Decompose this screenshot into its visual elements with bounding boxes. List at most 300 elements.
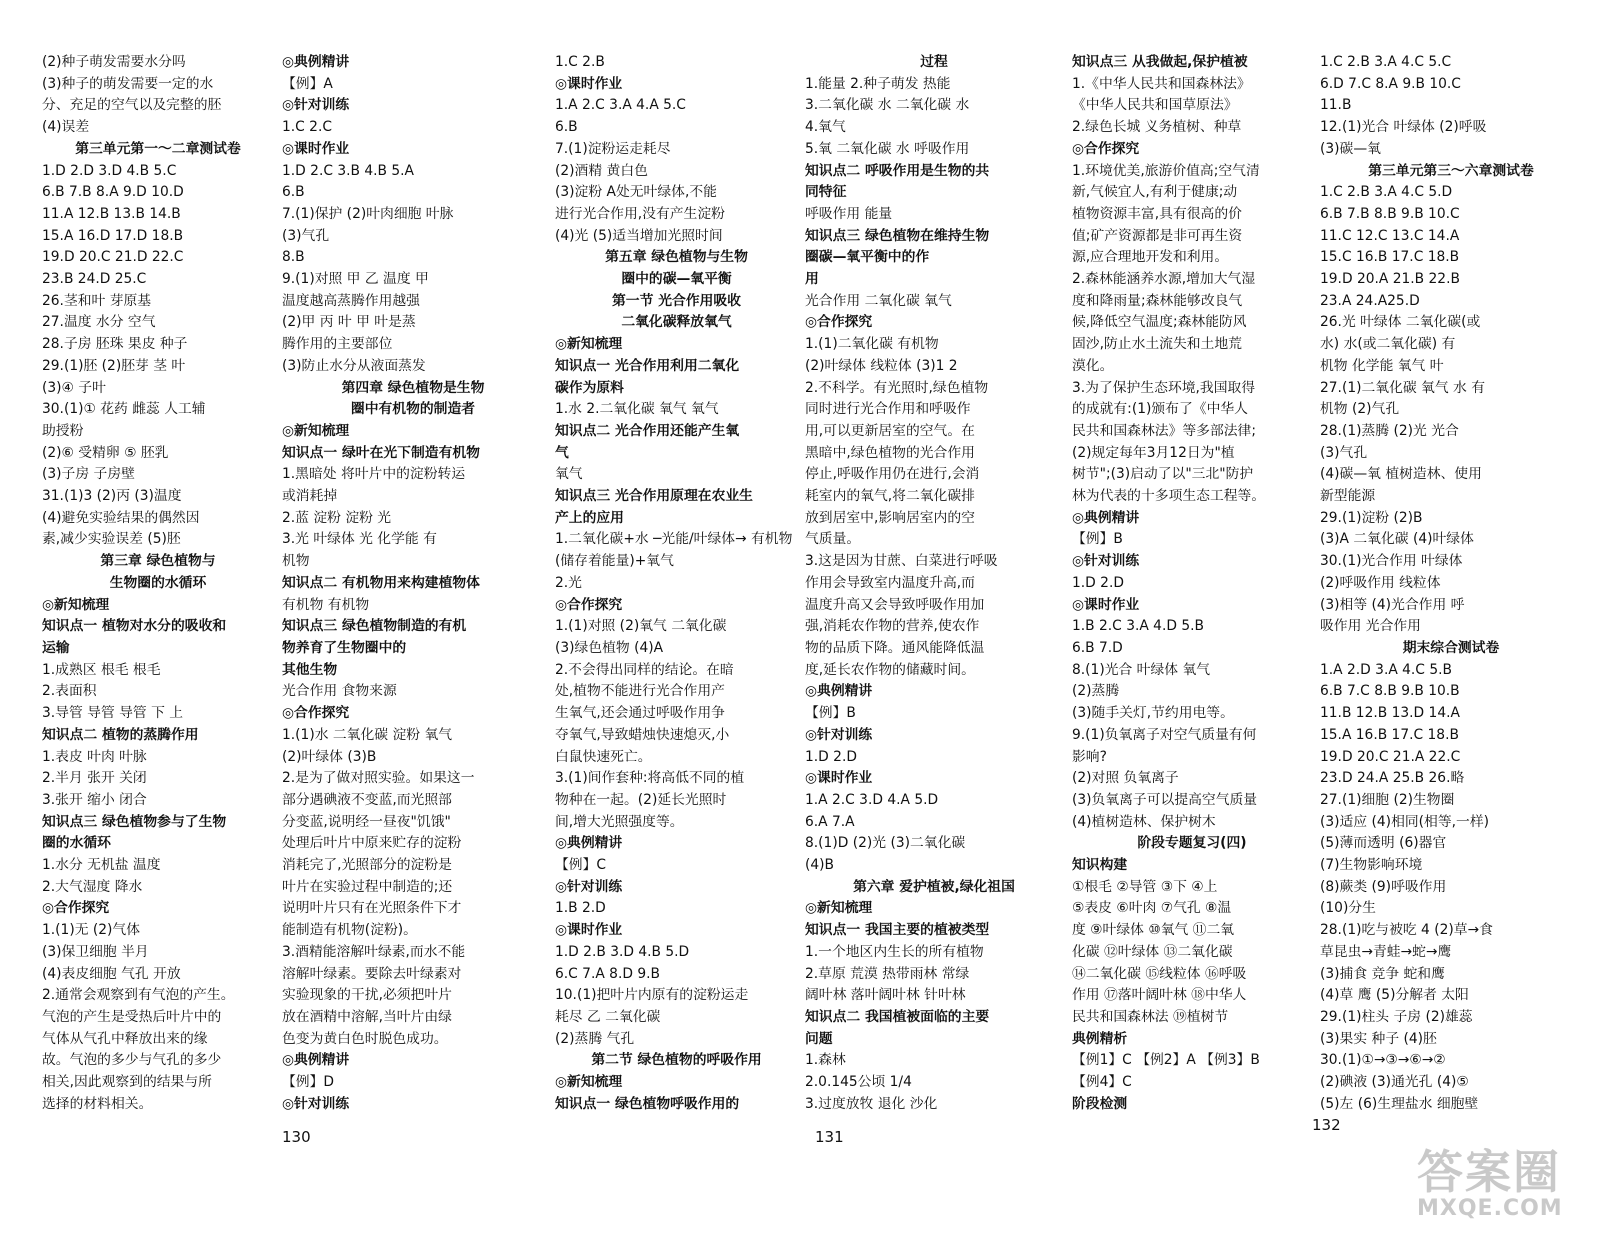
answer-line: 机物 xyxy=(282,553,310,570)
section-label: ◎针对训练 xyxy=(555,878,623,895)
knowledge-point: 用 xyxy=(805,271,819,288)
answer-line: 10.(1)把叶片内原有的淀粉运走 xyxy=(555,987,749,1004)
answer-line: 1.C 2.B 3.A 4.C 5.D xyxy=(1320,184,1453,201)
answer-line: (7)生物影响环境 xyxy=(1320,857,1423,874)
watermark-logo xyxy=(1417,1147,1582,1225)
section-label: ◎针对训练 xyxy=(282,1095,350,1112)
answer-line: 1.A 2.D 3.A 4.C 5.B xyxy=(1320,661,1452,678)
answer-line: 1.C 2.C xyxy=(282,119,332,136)
answer-line: 相关,因此观察到的结果与所 xyxy=(42,1074,212,1091)
answer-line: (2)蒸腾 气孔 xyxy=(555,1030,635,1047)
knowledge-point: 知识点三 绿色植物制造的有机 xyxy=(282,618,467,635)
answer-line: (4)草 鹰 (5)分解者 太阳 xyxy=(1320,987,1469,1004)
page-column xyxy=(42,52,274,1115)
knowledge-point: 物养育了生物圈中的 xyxy=(282,639,407,656)
answer-line: 1.森林 xyxy=(805,1052,846,1069)
section-label: ◎针对训练 xyxy=(805,726,873,743)
answer-line: 15.A 16.D 17.D 18.B xyxy=(42,227,184,244)
answer-line: 9.(1)对照 甲 乙 温度 甲 xyxy=(282,271,429,288)
answer-line: (10)分生 xyxy=(1320,900,1376,917)
answer-line: 分变蓝,说明经一昼夜"饥饿" xyxy=(282,813,451,830)
answer-line: 2.半月 张开 关闭 xyxy=(42,770,147,787)
knowledge-point: 同特征 xyxy=(805,184,847,201)
answer-line: 1.(1)无 (2)气体 xyxy=(42,922,141,939)
answer-line: 耗室内的氧气,将二氧化碳排 xyxy=(805,488,975,505)
chapter-heading: 阶段专题复习(四) xyxy=(1137,835,1247,852)
answer-line: (3)果实 种子 (4)胚 xyxy=(1320,1030,1437,1047)
answer-line: (2)对照 负氧离子 xyxy=(1072,770,1179,787)
answer-line: 6.B 7.B 8.A 9.D 10.D xyxy=(42,184,184,201)
section-label: ◎典例精讲 xyxy=(1072,509,1140,526)
answer-line: 2.绿色长城 义务植树、种草 xyxy=(1072,119,1242,136)
knowledge-point: 知识点二 我国植被面临的主要 xyxy=(805,1008,990,1025)
page-column xyxy=(1072,52,1312,1115)
answer-line: 草昆虫→青蛙→蛇→鹰 xyxy=(1320,943,1452,960)
answer-line: (2)叶绿体 线粒体 (3)1 2 xyxy=(805,357,958,374)
section-label: ◎课时作业 xyxy=(555,75,623,92)
answer-line: 1.C 2.B xyxy=(555,54,605,70)
answer-line: 2.不会得出同样的结论。在暗 xyxy=(555,661,734,678)
answer-line: 强,消耗农作物的营养,使农作 xyxy=(805,618,980,635)
answer-line: 叶片在实验过程中制造的;还 xyxy=(282,878,453,895)
answer-line: 3.光 叶绿体 光 化学能 有 xyxy=(282,531,437,548)
knowledge-point: 知识点三 光合作用原理在农业生 xyxy=(555,488,753,505)
answer-line: 素,减少实验误差 (5)胚 xyxy=(42,531,181,548)
knowledge-point: 知识点一 植物对水分的吸收和 xyxy=(42,618,227,635)
answer-line: 夺氧气,导致蜡烛快速熄灭,小 xyxy=(555,726,730,743)
section-label: ◎针对训练 xyxy=(1072,553,1140,570)
answer-line: (3)④ 子叶 xyxy=(42,379,106,396)
answer-line: (5)左 (6)生理盐水 细胞壁 xyxy=(1320,1095,1479,1112)
answer-line: 1.《中华人民共和国森林法》 xyxy=(1072,75,1251,92)
answer-line: (2)规定每年3月12日为"植 xyxy=(1072,444,1235,461)
answer-line: 2.0.145公顷 1/4 xyxy=(805,1074,912,1091)
knowledge-point: 知识点二 植物的蒸腾作用 xyxy=(42,726,199,743)
answer-line: 树节";(3)启动了以"三北"防护 xyxy=(1072,466,1254,483)
answer-line: (2)蒸腾 xyxy=(1072,683,1120,700)
knowledge-point: 其他生物 xyxy=(282,661,338,678)
answer-line: (2)呼吸作用 线粒体 xyxy=(1320,574,1441,591)
answer-line: 有机物 有机物 xyxy=(282,596,370,613)
answer-line: 1.环境优美,旅游价值高;空气清 xyxy=(1072,162,1260,179)
answer-line: 27.(1)二氧化碳 氧气 水 有 xyxy=(1320,379,1486,396)
answer-line: 1.黑暗处 将叶片中的淀粉转运 xyxy=(282,466,466,483)
answer-line: (3)气孔 xyxy=(282,227,330,244)
answer-line: 1.A 2.C 3.D 4.A 5.D xyxy=(805,791,939,808)
answer-line: 15.C 16.B 17.C 18.B xyxy=(1320,249,1460,266)
chapter-heading: 第一节 光合作用吸收 xyxy=(612,292,741,309)
answer-line: 1.成熟区 根毛 根毛 xyxy=(42,661,161,678)
knowledge-point: 知识点三 绿色植物参与了生物 xyxy=(42,813,227,830)
answer-line: 15.A 16.B 17.C 18.B xyxy=(1320,726,1459,743)
answer-line: 3.这是因为甘蔗、白菜进行呼吸 xyxy=(805,553,998,570)
answer-line: 1.水分 无机盐 温度 xyxy=(42,857,161,874)
chapter-heading: 圈中的碳—氧平衡 xyxy=(621,271,732,288)
answer-line: 26.光 叶绿体 二氧化碳(或 xyxy=(1320,314,1481,331)
answer-line: 溶解叶绿素。要除去叶绿素对 xyxy=(282,965,462,982)
answer-line: 处理后叶片中原来贮存的淀粉 xyxy=(282,835,462,852)
answer-line: 白鼠快速死亡。 xyxy=(555,748,652,765)
answer-line: 3.过度放牧 退化 沙化 xyxy=(805,1095,938,1112)
answer-line: (4)误差 xyxy=(42,119,90,136)
answer-line: 19.D 20.A 21.B 22.B xyxy=(1320,271,1460,288)
answer-line: 【例1】C 【例2】A 【例3】B xyxy=(1072,1052,1260,1069)
answer-line: 1.B 2.C 3.A 4.D 5.B xyxy=(1072,618,1204,635)
page-number: 131 xyxy=(815,1128,844,1146)
answer-line: 实验现象的干扰,必须把叶片 xyxy=(282,987,452,1004)
answer-line: 28.子房 胚珠 果皮 种子 xyxy=(42,336,188,353)
knowledge-point: 知识点二 有机物用来构建植物体 xyxy=(282,574,480,591)
answer-line: 民共和国森林法》等多部法律; xyxy=(1072,422,1257,439)
answer-line: 呼吸作用 能量 xyxy=(805,205,893,222)
answer-line: 影响? xyxy=(1072,748,1107,765)
answer-line: 7.(1)保护 (2)叶肉细胞 叶脉 xyxy=(282,205,454,222)
answer-line: 5.氧 二氧化碳 水 呼吸作用 xyxy=(805,140,970,157)
answer-line: 【例4】C xyxy=(1072,1074,1132,1091)
answer-line: 处,植物不能进行光合作用产 xyxy=(555,683,725,700)
answer-line: (2)酒精 黄白色 xyxy=(555,162,648,179)
answer-line: 31.(1)3 (2)丙 (3)温度 xyxy=(42,488,182,505)
section-label: ◎课时作业 xyxy=(555,922,623,939)
knowledge-point: 知识点二 呼吸作用是生物的共 xyxy=(805,162,990,179)
answer-line: 1.表皮 叶肉 叶脉 xyxy=(42,748,147,765)
answer-line: 【例】D xyxy=(282,1074,335,1091)
answer-line: 值;矿产资源都是非可再生资 xyxy=(1072,227,1243,244)
answer-line: 【例】B xyxy=(1072,531,1123,548)
page-number: 130 xyxy=(282,1128,311,1146)
answer-line: 气泡的产生是受热后叶片中的 xyxy=(42,1008,222,1025)
answer-line: 6.B 7.C 8.B 9.B 10.B xyxy=(1320,683,1460,700)
answer-line: (2)叶绿体 (3)B xyxy=(282,748,377,765)
section-label: 典例精析 xyxy=(1072,1030,1128,1047)
answer-line: 说明叶片只有在光照条件下才 xyxy=(282,900,462,917)
section-label: ◎典例精讲 xyxy=(282,54,350,70)
section-label: ◎典例精讲 xyxy=(282,1052,350,1069)
answer-line: 2.大气湿度 降水 xyxy=(42,878,143,895)
answer-line: (3)绿色植物 (4)A xyxy=(555,639,664,656)
section-label: ◎合作探究 xyxy=(1072,140,1140,157)
answer-line: (3)保卫细胞 半月 xyxy=(42,943,149,960)
answer-line: 选择的材料相关。 xyxy=(42,1095,153,1112)
answer-line: (2)碘液 (3)通光孔 (4)⑤ xyxy=(1320,1074,1469,1091)
answer-line: (4)B xyxy=(805,857,835,874)
answer-line: 30.(1)光合作用 叶绿体 xyxy=(1320,553,1463,570)
answer-line: 光合作用 二氧化碳 氧气 xyxy=(805,292,952,309)
answer-line: 26.茎和叶 芽原基 xyxy=(42,292,152,309)
answer-line: 1.(1)对照 (2)氧气 二氧化碳 xyxy=(555,618,727,635)
chapter-heading: 第三单元第一～二章测试卷 xyxy=(75,140,241,157)
answer-line: 29.(1)柱头 子房 (2)雄蕊 xyxy=(1320,1008,1473,1025)
section-label: ◎典例精讲 xyxy=(805,683,873,700)
answer-line: 故。气泡的多少与气孔的多少 xyxy=(42,1052,222,1069)
section-label: ◎课时作业 xyxy=(805,770,873,787)
knowledge-point: 知识点三 绿色植物在维持生物 xyxy=(805,227,990,244)
answer-line: (4)避免实验结果的偶然因 xyxy=(42,509,200,526)
answer-line: (3)相等 (4)光合作用 呼 xyxy=(1320,596,1465,613)
page-column xyxy=(805,52,1063,1115)
answer-line: (3)气孔 xyxy=(1320,444,1368,461)
answer-line: 消耗完了,光照部分的淀粉是 xyxy=(282,857,452,874)
chapter-heading: 第二节 绿色植物的呼吸作用 xyxy=(591,1052,762,1069)
answer-line: 9.(1)负氧离子对空气质量有何 xyxy=(1072,726,1257,743)
answer-line: 1.B 2.D xyxy=(555,900,606,917)
answer-line: 源,应合理地开发和利用。 xyxy=(1072,249,1229,266)
answer-line: 8.B xyxy=(282,249,305,266)
answer-line: (3)适应 (4)相同(相等,一样) xyxy=(1320,813,1489,830)
section-label: ◎新知梳理 xyxy=(805,900,873,917)
answer-line: 3.二氧化碳 水 二氧化碳 水 xyxy=(805,97,970,114)
answer-line: 作用 ⑰落叶阔叶林 ⑱中华人 xyxy=(1072,987,1247,1004)
answer-line: 分、充足的空气以及完整的胚 xyxy=(42,97,222,114)
answer-line: 1.(1)水 二氧化碳 淀粉 氧气 xyxy=(282,726,453,743)
answer-line: 12.(1)光合 叶绿体 (2)呼吸 xyxy=(1320,119,1487,136)
answer-line: 度 ⑨叶绿体 ⑩氧气 ⑪二氧 xyxy=(1072,922,1235,939)
answer-line: 色变为黄白色时脱色成功。 xyxy=(282,1030,448,1047)
answer-line: ⑤表皮 ⑥叶肉 ⑦气孔 ⑧温 xyxy=(1072,900,1232,917)
answer-line: 【例】C xyxy=(555,857,607,874)
answer-line: 固沙,防止水土流失和土地荒 xyxy=(1072,336,1242,353)
answer-line: 1.能量 2.种子萌发 热能 xyxy=(805,75,951,92)
knowledge-point: 圈碳—氧平衡中的作 xyxy=(805,249,930,266)
section-label: ◎针对训练 xyxy=(282,97,350,114)
answer-line: 黑暗中,绿色植物的光合作用 xyxy=(805,444,975,461)
answer-line: 8.(1)D (2)光 (3)二氧化碳 xyxy=(805,835,966,852)
answer-line: 2.蓝 淀粉 淀粉 光 xyxy=(282,509,392,526)
answer-line: ⑭二氧化碳 ⑮线粒体 ⑯呼吸 xyxy=(1072,965,1247,982)
answer-line: 3.张开 缩小 闭合 xyxy=(42,791,147,808)
answer-line: 2.草原 荒漠 热带雨林 常绿 xyxy=(805,965,970,982)
answer-line: 物的品质下降。通风能降低温 xyxy=(805,639,985,656)
answer-line: 助授粉 xyxy=(42,422,84,439)
answer-line: 阔叶林 落叶阔叶林 针叶林 xyxy=(805,987,966,1004)
section-label: ◎典例精讲 xyxy=(555,835,623,852)
watermark-url: MXQE.COM xyxy=(1417,1196,1563,1221)
answer-line: 3.导管 导管 导管 下 上 xyxy=(42,705,184,722)
chapter-heading: 第三章 绿色植物与 xyxy=(100,553,216,570)
answer-line: 28.(1)吃与被吃 4 (2)草→食 xyxy=(1320,922,1493,939)
answer-line: (3)防止水分从液面蒸发 xyxy=(282,357,426,374)
knowledge-point: 问题 xyxy=(805,1030,833,1047)
answer-line: 1.(1)二氧化碳 有机物 xyxy=(805,336,939,353)
answer-line: 23.B 24.D 25.C xyxy=(42,271,147,288)
answer-line: 吸作用 光合作用 xyxy=(1320,618,1421,635)
answer-line: 6.C 7.A 8.D 9.B xyxy=(555,965,660,982)
knowledge-point: 知识点一 绿色植物呼吸作用的 xyxy=(555,1095,740,1112)
answer-line: (4)表皮细胞 气孔 开放 xyxy=(42,965,181,982)
chapter-heading: 过程 xyxy=(920,54,948,70)
answer-line: 23.D 24.A 25.B 26.略 xyxy=(1320,770,1465,787)
answer-line: 作用会导致室内温度升高,而 xyxy=(805,574,975,591)
answer-line: (4)碳—氧 植树造林、使用 xyxy=(1320,466,1482,483)
chapter-heading: 第五章 绿色植物与生物 xyxy=(605,249,748,266)
chapter-heading: 第六章 爱护植被,绿化祖国 xyxy=(853,878,1015,895)
answer-line: 27.温度 水分 空气 xyxy=(42,314,156,331)
answer-line: (4)光 (5)适当增加光照时间 xyxy=(555,227,723,244)
answer-line: 1.二氧化碳+水 ─光能/叶绿体→ 有机物 xyxy=(555,531,793,548)
page-column xyxy=(1320,52,1582,1115)
answer-line: (3)子房 子房壁 xyxy=(42,466,135,483)
answer-line: 放到居室中,影响居室内的空 xyxy=(805,509,975,526)
knowledge-point: 气 xyxy=(555,444,569,461)
answer-line: 氧气 xyxy=(555,466,583,483)
answer-line: 19.D 20.C 21.A 22.C xyxy=(1320,748,1461,765)
answer-line: 2.通常会观察到有气泡的产生。 xyxy=(42,987,235,1004)
answer-line: ①根毛 ②导管 ③下 ④上 xyxy=(1072,878,1218,895)
section-label: ◎合作探究 xyxy=(555,596,623,613)
answer-line: 6.D 7.C 8.A 9.B 10.C xyxy=(1320,75,1461,92)
answer-line: 候,降低空气温度;森林能防风 xyxy=(1072,314,1247,331)
chapter-heading: 第四章 绿色植物是生物 xyxy=(341,379,485,396)
section-label: 知识构建 xyxy=(1072,857,1128,874)
answer-line: (2)甲 丙 叶 甲 叶是蒸 xyxy=(282,314,416,331)
answer-line: 1.A 2.C 3.A 4.A 5.C xyxy=(555,97,686,114)
answer-line: 6.B xyxy=(555,119,578,136)
knowledge-point: 知识点一 绿叶在光下制造有机物 xyxy=(282,444,480,461)
answer-line: 7.(1)淀粉运走耗尽 xyxy=(555,140,671,157)
answer-line: (3)淀粉 A处无叶绿体,不能 xyxy=(555,184,717,201)
answer-line: 2.不科学。有光照时,绿色植物 xyxy=(805,379,989,396)
knowledge-point: 圈的水循环 xyxy=(42,835,111,852)
answer-line: (3)A 二氧化碳 (4)叶绿体 xyxy=(1320,531,1474,548)
section-label: ◎课时作业 xyxy=(1072,596,1140,613)
answer-line: 4.氧气 xyxy=(805,119,846,136)
answer-line: 30.(1)①→③→⑥→② xyxy=(1320,1052,1446,1069)
answer-line: 11.A 12.B 13.B 14.B xyxy=(42,205,181,222)
chapter-heading: 第三单元第三～六章测试卷 xyxy=(1368,162,1534,179)
answer-line: 1.D 2.D xyxy=(805,748,857,765)
answer-line: 2.森林能涵养水源,增加大气湿 xyxy=(1072,271,1256,288)
page-column xyxy=(555,52,798,1115)
answer-line: 化碳 ⑫叶绿体 ⑬二氧化碳 xyxy=(1072,943,1233,960)
section-label: ◎合作探究 xyxy=(282,705,350,722)
answer-line: 1.C 2.B 3.A 4.C 5.C xyxy=(1320,54,1452,70)
answer-line: 机物 化学能 氧气 叶 xyxy=(1320,357,1444,374)
chapter-heading: 期末综合测试卷 xyxy=(1402,639,1500,656)
answer-line: 同时进行光合作用和呼吸作 xyxy=(805,401,971,418)
answer-line: 或消耗掉 xyxy=(282,488,338,505)
answer-line: 气体从气孔中释放出来的缘 xyxy=(42,1030,208,1047)
answer-line: 度,延长农作物的储藏时间。 xyxy=(805,661,975,678)
answer-line: (3)随手关灯,节约用电等。 xyxy=(1072,705,1234,722)
answer-line: 19.D 20.C 21.D 22.C xyxy=(42,249,184,266)
answer-line: 2.表面积 xyxy=(42,683,97,700)
answer-line: 8.(1)光合 叶绿体 氧气 xyxy=(1072,661,1211,678)
watermark-text: 答案圈 xyxy=(1417,1145,1561,1199)
answer-line: 2.是为了做对照实验。如果这一 xyxy=(282,770,475,787)
answer-line: (3)碳—氧 xyxy=(1320,140,1381,157)
section-label: 阶段检测 xyxy=(1072,1095,1128,1112)
knowledge-point: 知识点三 从我做起,保护植被 xyxy=(1072,54,1248,70)
answer-line: (3)负氧离子可以提高空气质量 xyxy=(1072,791,1258,808)
answer-line: 1.D 2.B 3.D 4.B 5.D xyxy=(555,943,690,960)
answer-line: 民共和国森林法 ⑲植树节 xyxy=(1072,1008,1229,1025)
answer-line: 29.(1)胚 (2)胚芽 茎 叶 xyxy=(42,357,186,374)
answer-line: 《中华人民共和国草原法》 xyxy=(1072,97,1238,114)
answer-line: 23.A 24.A25.D xyxy=(1320,292,1420,309)
knowledge-point: 知识点二 光合作用还能产生氧 xyxy=(555,422,740,439)
answer-line: 27.(1)细胞 (2)生物圈 xyxy=(1320,791,1455,808)
knowledge-point: 知识点一 光合作用利用二氧化 xyxy=(555,357,740,374)
answer-line: 漠化。 xyxy=(1072,357,1114,374)
answer-line: 新,气候宜人,有利于健康;动 xyxy=(1072,184,1238,201)
knowledge-point: 碳作为原料 xyxy=(555,379,624,396)
answer-line: 3.酒精能溶解叶绿素,而水不能 xyxy=(282,943,466,960)
knowledge-point: 产上的应用 xyxy=(555,509,624,526)
answer-line: 温度越高蒸腾作用越强 xyxy=(282,292,420,309)
answer-line: (2)⑥ 受精卵 ⑤ 胚乳 xyxy=(42,444,169,461)
answer-line: 6.B 7.B 8.B 9.B 10.C xyxy=(1320,205,1460,222)
answer-line: 11.B 12.B 13.D 14.A xyxy=(1320,705,1460,722)
answer-line: 1.D 2.C 3.B 4.B 5.A xyxy=(282,162,414,179)
chapter-heading: 圈中有机物的制造者 xyxy=(350,401,476,418)
answer-line: 1.D 2.D 3.D 4.B 5.C xyxy=(42,162,177,179)
answer-line: 停止,呼吸作用仍在进行,会消 xyxy=(805,466,980,483)
knowledge-point: 知识点一 我国主要的植被类型 xyxy=(805,922,990,939)
answer-line: 能制造有机物(淀粉)。 xyxy=(282,922,417,939)
knowledge-point: 运输 xyxy=(42,639,70,656)
answer-line: 29.(1)淀粉 (2)B xyxy=(1320,509,1423,526)
answer-line: 1.水 2.二氧化碳 氧气 氧气 xyxy=(555,401,719,418)
answer-line: 机物 (2)气孔 xyxy=(1320,401,1400,418)
answer-line: 【例】A xyxy=(282,75,333,92)
section-label: ◎课时作业 xyxy=(282,140,350,157)
answer-line: 林为代表的十多项生态工程等。 xyxy=(1072,488,1266,505)
answer-line: (8)蕨类 (9)呼吸作用 xyxy=(1320,878,1447,895)
answer-line: 2.光 xyxy=(555,574,582,591)
answer-line: 1.D 2.D xyxy=(1072,574,1124,591)
section-label: ◎新知梳理 xyxy=(42,596,110,613)
answer-line: 用,可以更新居室的空气。在 xyxy=(805,422,975,439)
answer-line: 28.(1)蒸腾 (2)光 光合 xyxy=(1320,422,1459,439)
section-label: ◎新知梳理 xyxy=(555,1074,623,1091)
section-label: ◎合作探究 xyxy=(42,900,110,917)
answer-line: 11.B xyxy=(1320,97,1352,114)
answer-line: 11.C 12.C 13.C 14.A xyxy=(1320,227,1460,244)
answer-line: (4)植树造林、保护树木 xyxy=(1072,813,1216,830)
answer-line: 部分遇碘液不变蓝,而光照部 xyxy=(282,791,452,808)
chapter-heading: 二氧化碳释放氧气 xyxy=(621,314,732,331)
answer-line: 6.B xyxy=(282,184,305,201)
answer-line: 新型能源 xyxy=(1320,488,1376,505)
answer-line: (5)薄而透明 (6)器官 xyxy=(1320,835,1447,852)
chapter-heading: 生物圈的水循环 xyxy=(109,574,207,591)
answer-line: (3)种子的萌发需要一定的水 xyxy=(42,75,214,92)
answer-line: 植物资源丰富,具有很高的价 xyxy=(1072,205,1242,222)
answer-line: (3)捕食 竞争 蛇和鹰 xyxy=(1320,965,1445,982)
answer-line: 【例】B xyxy=(805,705,856,722)
section-label: ◎新知梳理 xyxy=(282,422,350,439)
page-number: 132 xyxy=(1312,1116,1341,1134)
answer-line: 放在酒精中溶解,当叶片由绿 xyxy=(282,1008,452,1025)
answer-line: 3.(1)间作套种:将高低不同的植 xyxy=(555,770,745,787)
answer-line: 6.B 7.D xyxy=(1072,639,1123,656)
answer-line: 度和降雨量;森林能够改良气 xyxy=(1072,292,1243,309)
answer-line: 的成就有:(1)颁布了《中华人 xyxy=(1072,401,1248,418)
section-label: ◎新知梳理 xyxy=(555,336,623,353)
answer-line: 30.(1)① 花药 雌蕊 人工辅 xyxy=(42,401,206,418)
answer-line: 光合作用 食物来源 xyxy=(282,683,397,700)
page-column xyxy=(282,52,544,1115)
answer-line: 耗尽 乙 二氧化碳 xyxy=(555,1008,661,1025)
answer-line: 物种在一起。(2)延长光照时 xyxy=(555,791,727,808)
answer-line: 1.一个地区内生长的所有植物 xyxy=(805,943,984,960)
answer-line: 气质量。 xyxy=(805,531,861,548)
answer-line: 进行光合作用,没有产生淀粉 xyxy=(555,205,725,222)
answer-line: (储存着能量)+氧气 xyxy=(555,553,674,570)
answer-line: 间,增大光照强度等。 xyxy=(555,813,684,830)
answer-line: 6.A 7.A xyxy=(805,813,855,830)
section-label: ◎合作探究 xyxy=(805,314,873,331)
